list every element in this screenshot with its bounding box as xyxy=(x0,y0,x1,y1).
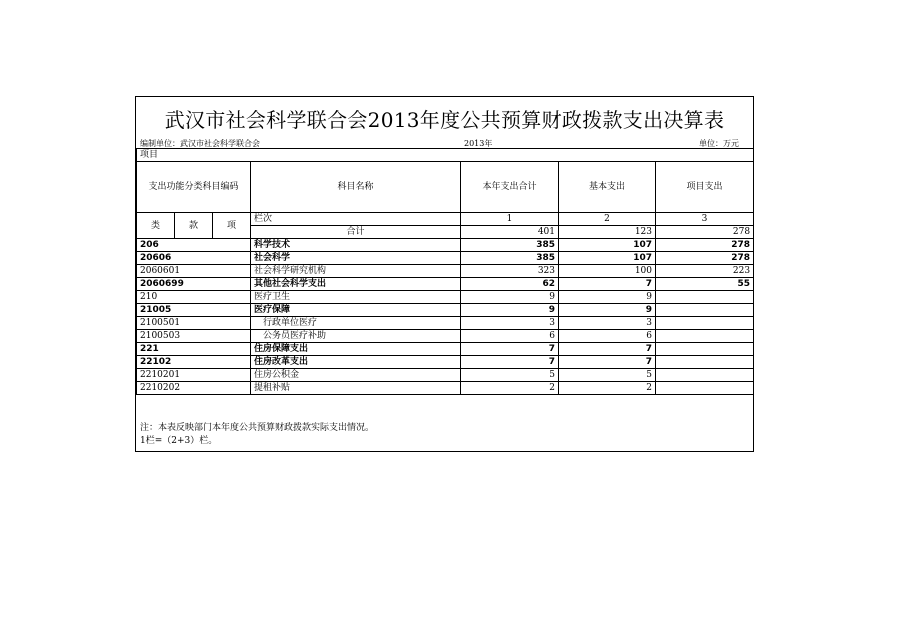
expenditure-table xyxy=(136,148,754,395)
row-value-c2: 2 xyxy=(559,382,656,395)
report-year: 2013年 xyxy=(464,139,493,148)
row-value-c2: 107 xyxy=(559,239,656,252)
header-total-label: 合计 xyxy=(251,226,461,239)
total-col1: 401 xyxy=(461,226,559,239)
table-row xyxy=(137,382,754,395)
table-row xyxy=(137,317,754,330)
row-value-c2: 107 xyxy=(559,252,656,265)
row-value-c1: 385 xyxy=(461,252,559,265)
row-value-c3: 223 xyxy=(656,265,754,278)
compiling-unit: 编制单位：武汉市社会科学联合会 xyxy=(140,139,260,148)
row-code: 2060601 xyxy=(137,265,251,278)
row-name: 住房保障支出 xyxy=(251,343,461,356)
row-value-c1: 9 xyxy=(461,291,559,304)
row-value-c3 xyxy=(656,369,754,382)
row-name: 住房公积金 xyxy=(251,369,461,382)
row-value-c1: 2 xyxy=(461,382,559,395)
row-value-c1: 9 xyxy=(461,304,559,317)
row-name: 其他社会科学支出 xyxy=(251,278,461,291)
row-value-c1: 62 xyxy=(461,278,559,291)
row-value-c2: 5 xyxy=(559,369,656,382)
notes xyxy=(140,422,374,448)
row-name: 住房改革支出 xyxy=(251,356,461,369)
row-value-c3: 55 xyxy=(656,278,754,291)
row-value-c3 xyxy=(656,343,754,356)
header-col2: 基本支出 xyxy=(559,162,656,213)
row-code: 2100501 xyxy=(137,317,251,330)
row-code: 206 xyxy=(137,239,251,252)
row-value-c1: 7 xyxy=(461,343,559,356)
row-name: 社会科学 xyxy=(251,252,461,265)
row-name: 社会科学研究机构 xyxy=(251,265,461,278)
row-value-c1: 6 xyxy=(461,330,559,343)
row-value-c1: 323 xyxy=(461,265,559,278)
header-kuan: 款 xyxy=(175,213,213,239)
report-title: 武汉市社会科学联合会2013年度公共预算财政拨款支出决算表 xyxy=(164,108,725,132)
row-name: 医疗保障 xyxy=(251,304,461,317)
row-name: 提租补贴 xyxy=(251,382,461,395)
row-value-c1: 3 xyxy=(461,317,559,330)
note-line-2: 1栏=（2+3）栏。 xyxy=(140,436,218,446)
row-name: 行政单位医疗 xyxy=(251,317,461,330)
header-col3: 项目支出 xyxy=(656,162,754,213)
row-code: 2100503 xyxy=(137,330,251,343)
row-value-c1: 385 xyxy=(461,239,559,252)
table-row xyxy=(137,356,754,369)
row-value-c2: 7 xyxy=(559,356,656,369)
row-value-c3 xyxy=(656,291,754,304)
table-row xyxy=(137,369,754,382)
row-value-c3 xyxy=(656,330,754,343)
row-code: 210 xyxy=(137,291,251,304)
header-col1: 本年支出合计 xyxy=(461,162,559,213)
column-number-2: 2 xyxy=(559,213,656,226)
table-row xyxy=(137,304,754,317)
row-value-c3 xyxy=(656,317,754,330)
row-code: 2060699 xyxy=(137,278,251,291)
column-number-1: 1 xyxy=(461,213,559,226)
row-name: 科学技术 xyxy=(251,239,461,252)
row-value-c1: 7 xyxy=(461,356,559,369)
table-row xyxy=(137,239,754,252)
table-row xyxy=(137,278,754,291)
row-value-c2: 7 xyxy=(559,343,656,356)
row-value-c1: 5 xyxy=(461,369,559,382)
row-name: 公务员医疗补助 xyxy=(251,330,461,343)
total-col2: 123 xyxy=(559,226,656,239)
table-row xyxy=(137,265,754,278)
table-body xyxy=(137,239,754,395)
note-line-1: 注：本表反映部门本年度公共预算财政拨款实际支出情况。 xyxy=(140,423,375,433)
header-lei: 类 xyxy=(137,213,175,239)
row-value-c3 xyxy=(656,382,754,395)
total-col3: 278 xyxy=(656,226,754,239)
row-value-c2: 9 xyxy=(559,291,656,304)
row-name: 医疗卫生 xyxy=(251,291,461,304)
header-func-code: 支出功能分类科目编码 xyxy=(137,162,251,213)
row-value-c2: 7 xyxy=(559,278,656,291)
header-xiang: 项 xyxy=(213,213,251,239)
report-sheet xyxy=(135,96,754,452)
row-value-c3 xyxy=(656,304,754,317)
header-item: 项目 xyxy=(137,149,754,162)
row-code: 2210201 xyxy=(137,369,251,382)
table-row xyxy=(137,291,754,304)
row-code: 20606 xyxy=(137,252,251,265)
currency-unit: 单位：万元 xyxy=(699,139,739,148)
row-value-c2: 9 xyxy=(559,304,656,317)
row-code: 221 xyxy=(137,343,251,356)
row-value-c3: 278 xyxy=(656,239,754,252)
table-row xyxy=(137,252,754,265)
row-value-c2: 3 xyxy=(559,317,656,330)
table-row xyxy=(137,330,754,343)
row-code: 21005 xyxy=(137,304,251,317)
row-code: 2210202 xyxy=(137,382,251,395)
row-code: 22102 xyxy=(137,356,251,369)
header-subject-name: 科目名称 xyxy=(251,162,461,213)
row-value-c2: 100 xyxy=(559,265,656,278)
row-value-c3 xyxy=(656,356,754,369)
column-number-3: 3 xyxy=(656,213,754,226)
header-lanci: 栏次 xyxy=(251,213,461,226)
table-row xyxy=(137,343,754,356)
row-value-c2: 6 xyxy=(559,330,656,343)
row-value-c3: 278 xyxy=(656,252,754,265)
